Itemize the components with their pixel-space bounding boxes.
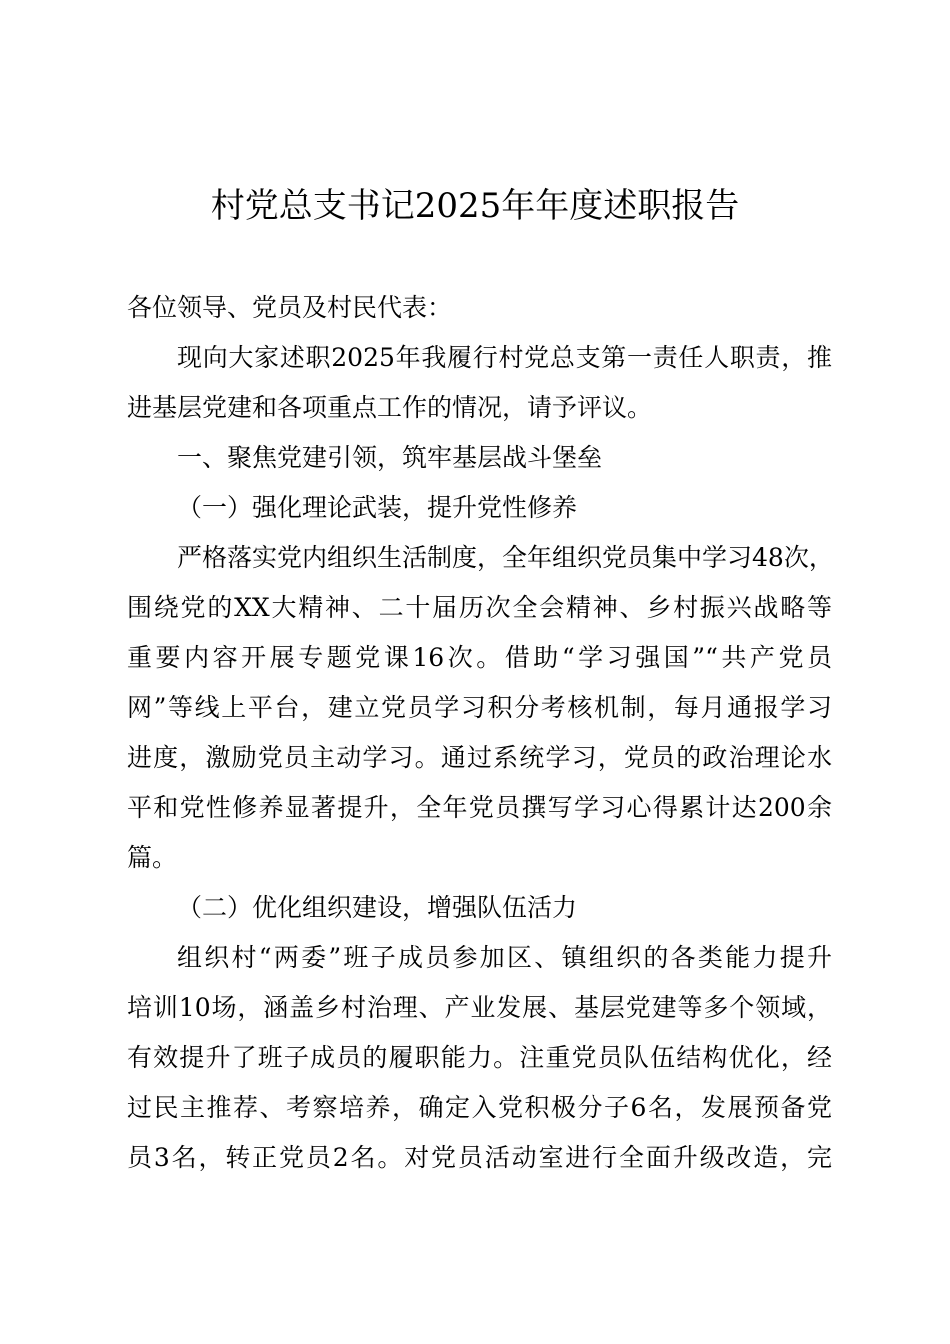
paragraph-line: 平和党性修养显著提升，全年党员撰写学习心得累计达200余: [127, 793, 832, 822]
paragraph-line: 重要内容开展专题党课16次。借助“学习强国”“共产党员: [127, 643, 832, 672]
paragraph-line: 组织村“两委”班子成员参加区、镇组织的各类能力提升: [177, 943, 832, 972]
paragraph-line: 员3名，转正党员2名。对党员活动室进行全面升级改造，完: [127, 1143, 832, 1172]
paragraph-line: 培训10场，涵盖乡村治理、产业发展、基层党建等多个领域，: [127, 993, 832, 1022]
paragraph-line: 进度，激励党员主动学习。通过系统学习，党员的政治理论水: [127, 743, 832, 772]
subsection-1-heading: （一）强化理论武装，提升党性修养: [177, 493, 578, 522]
paragraph-line: 围绕党的XX大精神、二十届历次全会精神、乡村振兴战略等: [127, 593, 832, 622]
paragraph-line: 篇。: [127, 843, 178, 872]
intro-line-2: 进基层党建和各项重点工作的情况，请予评议。: [127, 393, 653, 422]
subsection-2-heading: （二）优化组织建设，增强队伍活力: [177, 893, 578, 922]
paragraph-line: 网”等线上平台，建立党员学习积分考核机制，每月通报学习: [127, 693, 832, 722]
paragraph-line: 严格落实党内组织生活制度，全年组织党员集中学习48次，: [177, 543, 834, 572]
section-1-heading: 一、聚焦党建引领，筑牢基层战斗堡垒: [177, 443, 603, 472]
document-title: 村党总支书记2025年年度述职报告: [210, 186, 740, 226]
paragraph-line: 有效提升了班子成员的履职能力。注重党员队伍结构优化，经: [127, 1043, 832, 1072]
salutation: 各位领导、党员及村民代表：: [127, 293, 453, 322]
document-body: [127, 283, 832, 1183]
paragraph-line: 过民主推荐、考察培养，确定入党积极分子6名，发展预备党: [127, 1093, 832, 1122]
intro-line-1: 现向大家述职2025年我履行村党总支第一责任人职责，推: [177, 343, 832, 372]
